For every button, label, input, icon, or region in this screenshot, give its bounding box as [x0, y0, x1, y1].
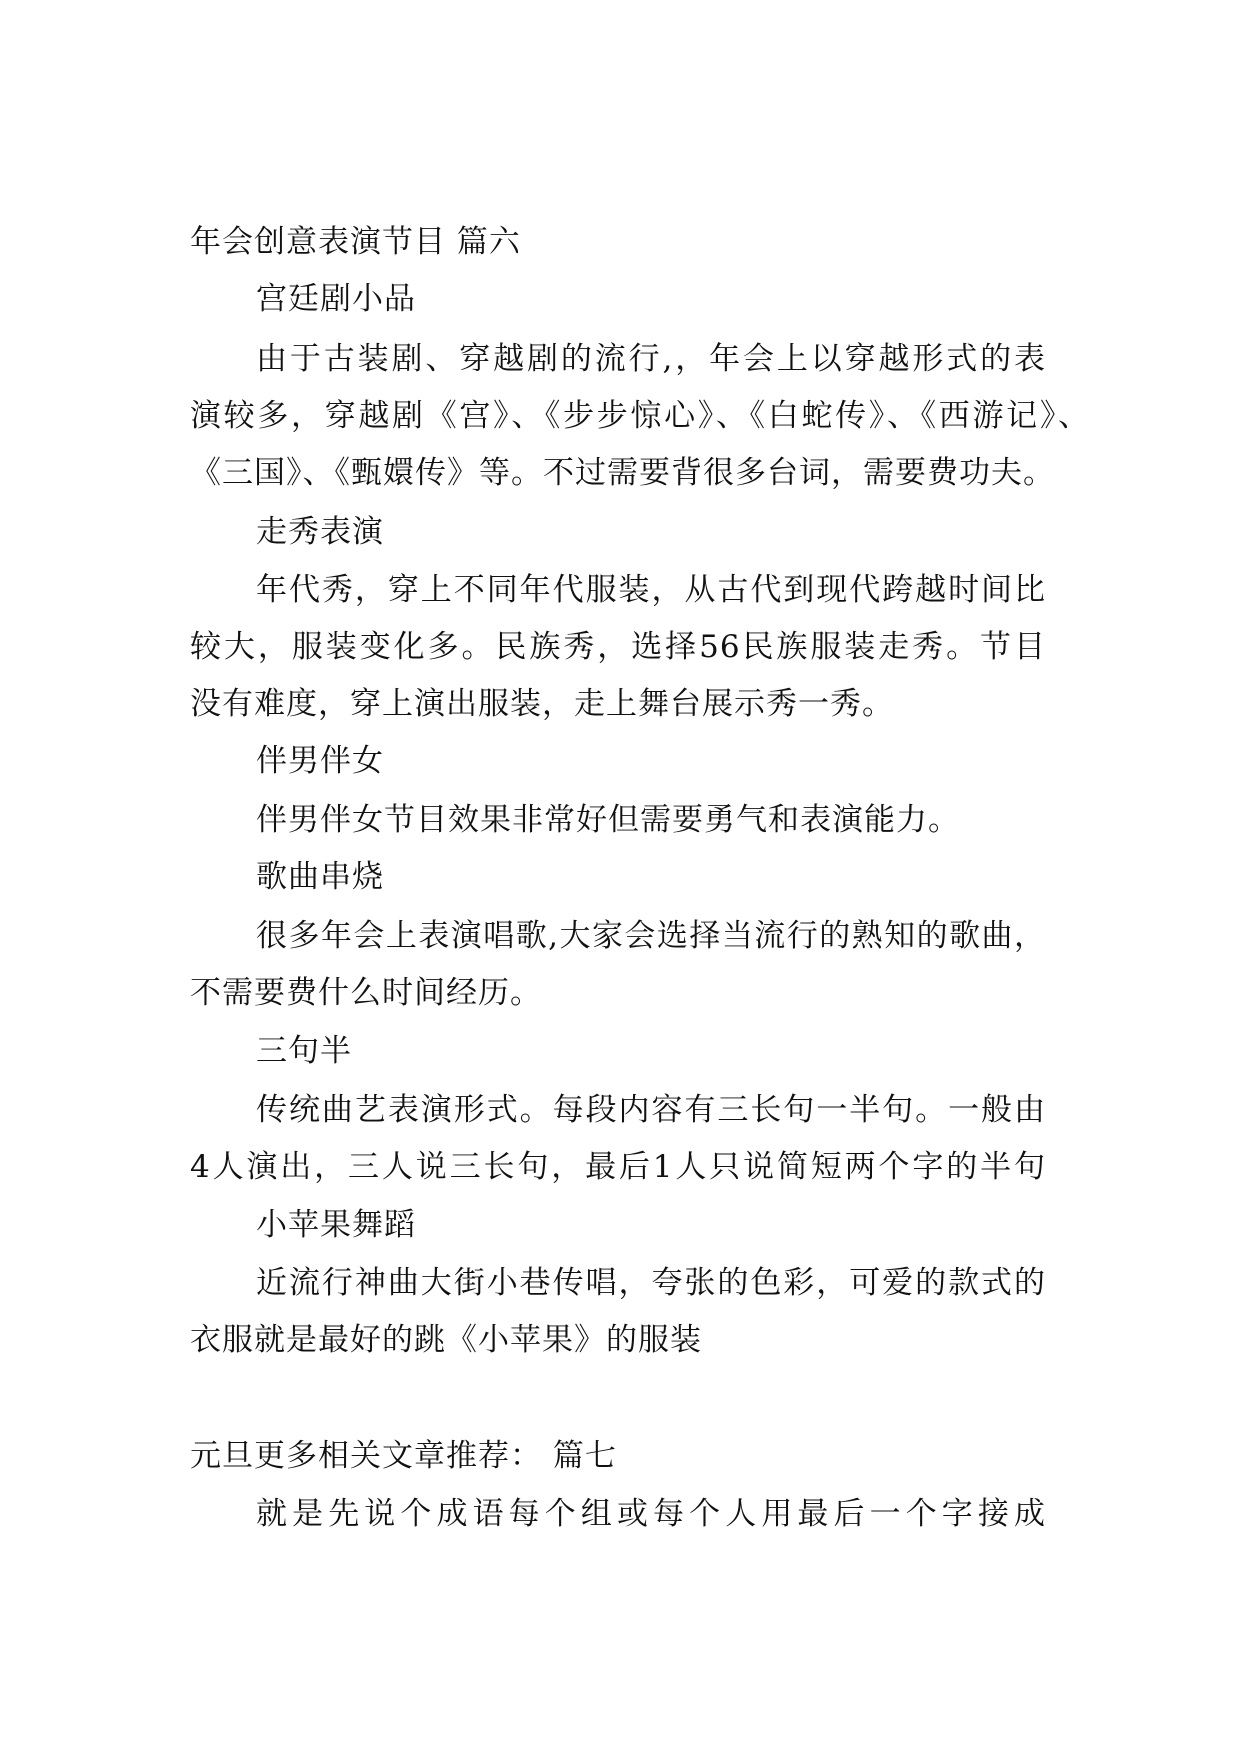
subheading-palace-skit: 宫廷剧小品 — [256, 281, 416, 317]
section-title: 年会创意表演节目 篇六 — [190, 224, 521, 260]
paragraph-line: 演较多，穿越剧《宫》、《步步惊心》、《白蛇传》、《西游记》、 — [190, 398, 1090, 434]
paragraph-line: 近流行神曲大街小巷传唱，夸张的色彩，可爱的款式的 — [256, 1265, 1046, 1301]
subheading-runway-show: 走秀表演 — [256, 514, 384, 550]
paragraph-line: 不需要费什么时间经历。 — [190, 975, 542, 1011]
paragraph-line: 由于古装剧、穿越剧的流行,，年会上以穿越形式的表 — [256, 341, 1046, 377]
paragraph-line: 年代秀，穿上不同年代服装，从古代到现代跨越时间比 — [256, 572, 1046, 608]
paragraph-line: 没有难度，穿上演出服装，走上舞台展示秀一秀。 — [190, 686, 894, 722]
paragraph-line: 《三国》、《甄嬛传》等。不过需要背很多台词，需要费功夫。 — [190, 455, 1055, 491]
subheading-song-medley: 歌曲串烧 — [256, 859, 384, 895]
paragraph-line: 伴男伴女节目效果非常好但需要勇气和表演能力。 — [256, 802, 960, 838]
subheading-little-apple-dance: 小苹果舞蹈 — [256, 1207, 416, 1243]
subheading-three-and-half-lines: 三句半 — [256, 1033, 352, 1069]
subheading-partner-performance: 伴男伴女 — [256, 743, 384, 779]
paragraph-line: 很多年会上表演唱歌,大家会选择当流行的熟知的歌曲， — [256, 918, 1046, 954]
paragraph-line: 传统曲艺表演形式。每段内容有三长句一半句。一般由 — [256, 1092, 1046, 1128]
section-title: 元旦更多相关文章推荐： 篇七 — [190, 1438, 617, 1474]
paragraph-line: 就是先说个成语每个组或每个人用最后一个字接成 — [256, 1496, 1046, 1532]
paragraph-line: 较大，服装变化多。民族秀，选择56民族服装走秀。节目 — [190, 629, 1046, 665]
paragraph-line: 衣服就是最好的跳《小苹果》的服装 — [190, 1322, 702, 1358]
paragraph-line: 4人演出，三人说三长句，最后1人只说简短两个字的半句 — [190, 1149, 1046, 1185]
